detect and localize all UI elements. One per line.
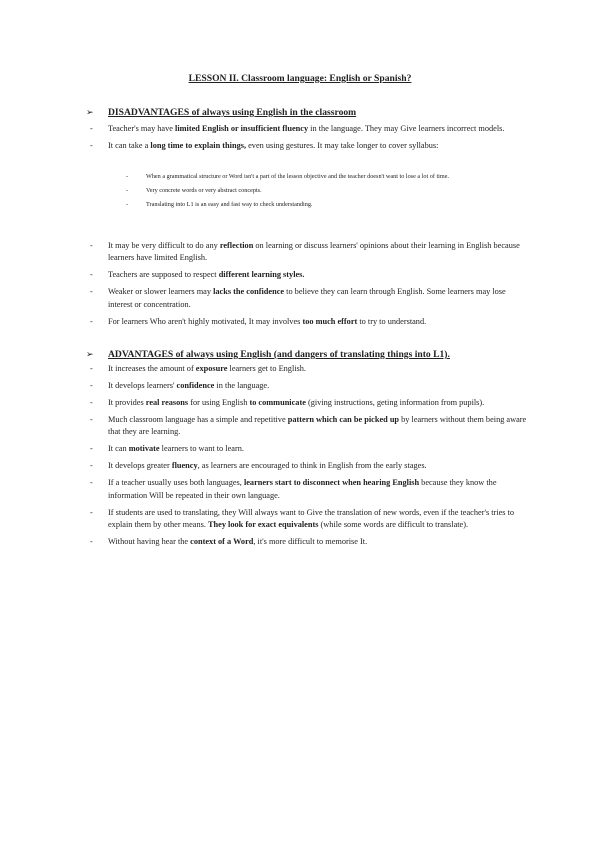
list-item: - Teacher's may have limited English or insufficient fluency in the language. They may Give learners incorrect models.	[90, 124, 505, 133]
disadvantages-list-1	[90, 123, 530, 157]
list-item: - Much classroom language has a simple and repetitive pattern which can be picked up by learners without them being aware that they are learning.	[90, 415, 527, 437]
list-item: - If students are used to translating, they Will always want to Give the translation of new words, even if the teacher's tries to explain them by other means. They look for exact equivalents (while some words are difficult to translate).	[90, 507, 515, 530]
advantages-list	[90, 363, 530, 553]
advantages-heading: ➢ ADVANTAGES of always using English (and dangers of translating things into L1).	[86, 349, 450, 360]
list-item: - It may be very difficult to do any reflection on learning or discuss learners' opinions about their learning in English because learners have limited English.	[90, 241, 520, 263]
list-item: - Without having hear the context of a Word, it's more difficult to memorise It.	[90, 537, 368, 547]
list-item: - Weaker or slower learners may lacks the confidence to believe they can learn through English. Some learners may lose interest or concentration.	[90, 287, 506, 309]
list-item: - It develops learners' confidence in the language.	[90, 381, 270, 390]
list-item: - Translating into L1 is an easy and fast way to check understanding.	[126, 201, 313, 209]
list-item: - When a grammatical structure or Word isn't a part of the lesson objective and the teacher doesn't want to lose a lot of time.	[126, 173, 449, 180]
disadvantages-heading: ➢ DISADVANTAGES of always using English in the classroom	[86, 107, 357, 118]
disadvantages-sublist	[126, 172, 530, 215]
list-item: - It increases the amount of exposure learners get to English.	[90, 364, 307, 373]
list-item: - It develops greater fluency, as learners are encouraged to think in English from the early stages.	[90, 461, 427, 471]
list-item: - Teachers are supposed to respect different learning styles.	[90, 270, 305, 280]
list-item: - It can motivate learners to want to learn.	[90, 444, 244, 454]
list-item: - If a teacher usually uses both languages, learners start to disconnect when hearing English because they know the information Will be repeated in their own language.	[90, 478, 497, 500]
disadvantages-list-2	[90, 240, 530, 333]
arrow-bullet-icon: ➢	[86, 108, 94, 118]
list-item: - It provides real reasons for using English to communicate (giving instructions, geting information from pupils).	[90, 398, 485, 407]
arrow-bullet-icon: ➢	[86, 350, 94, 360]
list-item: - For learners Who aren't highly motivated, It may involves too much effort to try to understand.	[90, 316, 427, 326]
list-item: - Very concrete words or very abstract concepts.	[126, 187, 262, 195]
page-title: LESSON II. Classroom language: English or Spanish?	[188, 73, 412, 84]
list-item: - It can take a long time to explain things, even using gestures. It may take longer to cover syllabus:	[90, 141, 439, 150]
